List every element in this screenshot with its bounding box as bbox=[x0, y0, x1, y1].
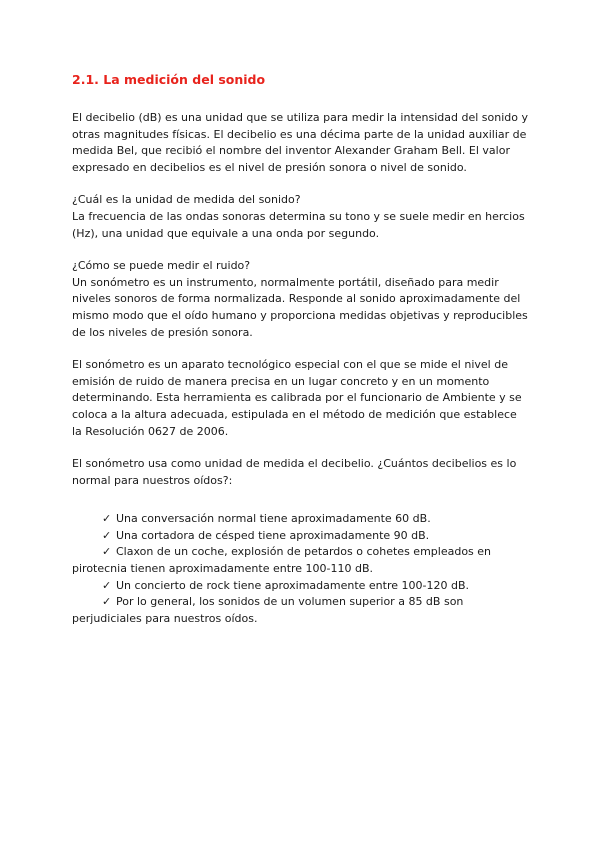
unit-answer: La frecuencia de las ondas sonoras determina su tono y se suele medir en hercios (Hz), una unidad que equivale a una onda por segundo. bbox=[72, 209, 525, 240]
list-item-text: Un concierto de rock tiene aproximadamente entre 100-120 dB. bbox=[116, 578, 469, 592]
list-item-text: Una conversación normal tiene aproximadamente 60 dB. bbox=[116, 512, 431, 526]
noise-question: ¿Cómo se puede medir el ruido? bbox=[72, 259, 251, 273]
list-item-text: Claxon de un coche, explosión de petardos o cohetes empleados en pirotecnia tienen aproximadamente entre 100-110 dB. bbox=[72, 545, 492, 576]
list-item bbox=[72, 511, 530, 528]
decibel-question: El sonómetro usa como unidad de medida el decibelio. ¿Cuántos decibelios es lo normal para nuestros oídos?: bbox=[72, 457, 517, 487]
check-icon: ✓ bbox=[102, 545, 112, 559]
sonometro-paragraph: El sonómetro es un aparato tecnológico especial con el que se mide el nivel de emisión de ruido de manera precisa en un lugar concreto y en un momento determinando. Esta herramienta es calibrada por el funcionario de Ambiente y se coloca a la altura adecuada, estipulada en el método de medición que establece la Resolución 0627 de 2006. bbox=[72, 358, 522, 438]
noise-answer: Un sonómetro es un instrumento, normalmente portátil, diseñado para medir niveles sonoros de forma normalizada. Responde al sonido aproximadamente del mismo modo que el oído humano y proporciona medidas objetivas y reproducibles de los niveles de presión sonora. bbox=[72, 275, 528, 339]
noise-question-block bbox=[72, 258, 530, 341]
section-title: 2.1. La medición del sonido bbox=[72, 72, 266, 87]
list-item bbox=[72, 528, 530, 545]
list-item bbox=[72, 578, 530, 595]
unit-question-block bbox=[72, 192, 530, 242]
check-icon: ✓ bbox=[102, 595, 112, 609]
check-icon: ✓ bbox=[102, 512, 112, 526]
list-item bbox=[72, 544, 530, 577]
decibel-list bbox=[72, 511, 530, 627]
unit-question: ¿Cuál es la unidad de medida del sonido? bbox=[72, 193, 301, 207]
check-icon: ✓ bbox=[102, 528, 112, 542]
list-item-text: Una cortadora de césped tiene aproximadamente 90 dB. bbox=[116, 528, 430, 542]
intro-paragraph: El decibelio (dB) es una unidad que se utiliza para medir la intensidad del sonido y otras magnitudes físicas. El decibelio es una décima parte de la unidad auxiliar de medida Bel, que recibió el nombre del inventor Alexander Graham Bell. El valor expresado en decibelios es el nivel de presión sonora o nivel de sonido. bbox=[72, 111, 529, 174]
list-item-text: Por lo general, los sonidos de un volumen superior a 85 dB son perjudiciales para nuestros oídos. bbox=[72, 595, 464, 625]
list-item bbox=[72, 594, 530, 627]
check-icon: ✓ bbox=[102, 578, 112, 592]
